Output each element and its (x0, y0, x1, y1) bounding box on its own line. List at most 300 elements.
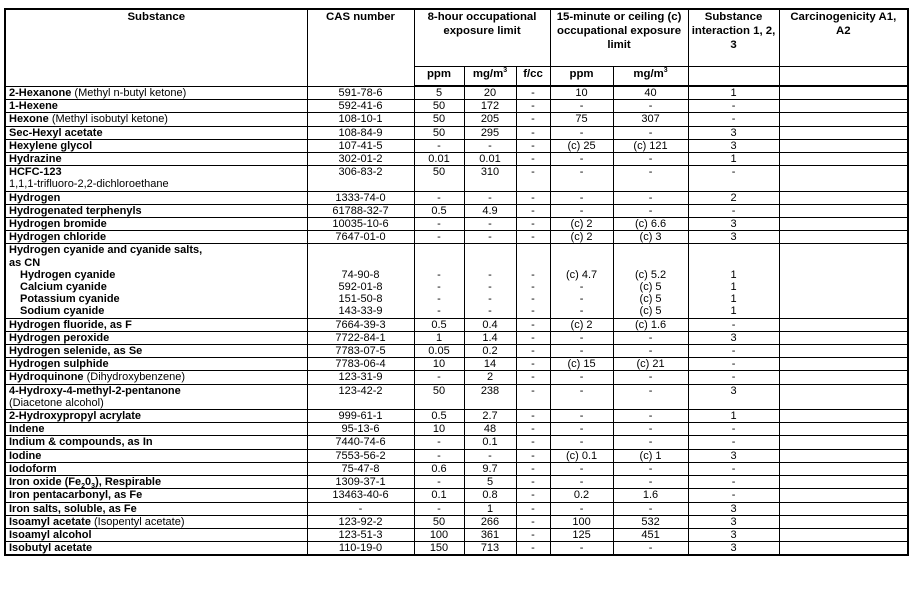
substance-name: 2-Hydroxypropyl acrylate (9, 410, 142, 423)
cas-cell: 107-41-5 (307, 139, 414, 152)
carcinogenicity-cell (779, 139, 908, 152)
twa-ppm-cell: 50 (414, 384, 464, 409)
header-substance: Substance (5, 9, 307, 86)
stel-ppm-cell: - (550, 204, 613, 217)
interaction-cell: - (688, 345, 779, 358)
carcinogenicity-cell (779, 204, 908, 217)
stel-ppm-cell: - (550, 166, 613, 191)
stel-mg-cell: - (613, 436, 688, 449)
table-row (5, 528, 908, 541)
interaction-cell: 2 (688, 191, 779, 204)
twa-fcc-cell: - (516, 384, 550, 409)
cas-cell: 7722-84-1 (307, 331, 414, 344)
stel-ppm-cell: - (550, 410, 613, 423)
interaction-cell: - (688, 462, 779, 475)
group-item-name: Potassium cyanide (20, 293, 120, 306)
stel-mg-cell: - (613, 153, 688, 166)
stel-mg-cell: (c) 3 (613, 231, 688, 244)
cas-cell: 7783-06-4 (307, 358, 414, 371)
substance-cell (5, 126, 307, 139)
twa-fcc-cell: - (516, 476, 550, 489)
substance-cell (5, 204, 307, 217)
twa-ppm-cell: 0.5 (414, 204, 464, 217)
twa-ppm-cell: 5 (414, 86, 464, 100)
twa-fcc-cell: - (516, 100, 550, 113)
twa-ppm-cell-item: - (437, 268, 441, 281)
twa-fcc-cell: - (516, 542, 550, 556)
interaction-cell: 3 (688, 502, 779, 515)
substance-name: 4-Hydroxy-4-methyl-2-pentanone (9, 384, 181, 397)
table-row (5, 100, 908, 113)
twa-mg-cell: 0.1 (464, 436, 516, 449)
carcinogenicity-cell (779, 100, 908, 113)
twa-ppm-cell: 50 (414, 113, 464, 126)
stel-mg-cell: - (613, 345, 688, 358)
stel-mg-cell-item: (c) 5 (639, 305, 662, 318)
interaction-cell: - (688, 436, 779, 449)
stel-ppm-cell: (c) 15 (550, 358, 613, 371)
twa-fcc-cell: - (516, 371, 550, 384)
twa-ppm-cell: - (414, 218, 464, 231)
substance-name: 1-Hexene (9, 100, 58, 113)
substance-name: Hydrogen peroxide (9, 331, 110, 344)
twa-ppm-cell: 0.5 (414, 410, 464, 423)
twa-mg-cell: 5 (464, 476, 516, 489)
table-row (5, 345, 908, 358)
substance-name: Iron pentacarbonyl, as Fe (9, 489, 143, 502)
twa-ppm-cell-item: - (437, 281, 441, 294)
substance-name: Iron oxide $(Fe_20_3)$, Respirable (9, 476, 162, 491)
substance-cell (5, 515, 307, 528)
substance-name: Isobutyl acetate (9, 542, 93, 555)
carcinogenicity-cell (779, 331, 908, 344)
twa-mg-cell: 2 (464, 371, 516, 384)
cas-cell: 108-84-9 (307, 126, 414, 139)
cas-cell: 306-83-2 (307, 166, 414, 191)
stel-mg-cell: - (613, 204, 688, 217)
table-row (5, 204, 908, 217)
twa-fcc-cell: - (516, 449, 550, 462)
stel-mg-cell: - (613, 423, 688, 436)
stel-ppm-cell: (c) 25 (550, 139, 613, 152)
interaction-cell-item: 1 (730, 281, 737, 294)
carcinogenicity-cell (779, 231, 908, 244)
table-row (5, 113, 908, 126)
twa-ppm-cell: 10 (414, 358, 464, 371)
twa-mg-cell: 205 (464, 113, 516, 126)
substance-name: 2-Hexanone (9, 86, 72, 99)
twa-mg-cell: 172 (464, 100, 516, 113)
substance-name: Isoamyl acetate (9, 515, 91, 528)
twa-fcc-cell-item: - (531, 268, 535, 281)
group-title-2: as CN (9, 256, 41, 269)
carcinogenicity-cell (779, 515, 908, 528)
twa-ppm-cell: 0.05 (414, 345, 464, 358)
substance-alt-name: (Methyl isobutyl ketone) (51, 113, 168, 126)
interaction-cell: 3 (688, 218, 779, 231)
cas-cell-item: 74-90-8 (341, 268, 380, 281)
table-row (5, 153, 908, 166)
table-row (5, 502, 908, 515)
twa-mg-cell: - (464, 231, 516, 244)
stel-mg-cell: - (613, 462, 688, 475)
twa-ppm-cell: - (414, 502, 464, 515)
header-twa-fcc: f/cc (516, 67, 550, 87)
substance-cell (5, 113, 307, 126)
stel-mg-cell (613, 244, 688, 318)
substance-name: Indium & compounds, as In (9, 436, 153, 449)
stel-mg-cell: - (613, 166, 688, 191)
twa-mg-cell: 2.7 (464, 410, 516, 423)
substance-cell (5, 166, 307, 191)
interaction-cell: - (688, 358, 779, 371)
twa-mg-cell: 238 (464, 384, 516, 409)
twa-fcc-cell: - (516, 218, 550, 231)
stel-mg-cell-item: (c) 5.2 (634, 268, 667, 281)
stel-mg-cell: - (613, 126, 688, 139)
twa-mg-cell-item: - (488, 305, 492, 318)
twa-fcc-cell: - (516, 231, 550, 244)
interaction-cell: - (688, 423, 779, 436)
substance-alt-name: (Diacetone alcohol) (9, 396, 104, 409)
carcinogenicity-cell (779, 345, 908, 358)
carcinogenicity-cell (779, 166, 908, 191)
cas-cell-item: 143-33-9 (338, 305, 383, 318)
cas-cell: 123-31-9 (307, 371, 414, 384)
twa-ppm-cell: 10 (414, 423, 464, 436)
twa-mg-cell-item: - (488, 293, 492, 306)
substance-name: Hydrogen selenide, as Se (9, 345, 143, 358)
header-twa-mg: $mg/m^3$ (464, 67, 516, 87)
substance-name: Hydrogen bromide (9, 218, 107, 231)
stel-mg-cell: (c) 121 (613, 139, 688, 152)
interaction-cell: - (688, 318, 779, 331)
interaction-cell: 1 (688, 86, 779, 100)
carcinogenicity-cell (779, 423, 908, 436)
carcinogenicity-cell (779, 86, 908, 100)
table-row (5, 384, 908, 409)
carcinogenicity-cell (779, 244, 908, 318)
substance-name: Hydrogen sulphide (9, 358, 109, 371)
substance-cell (5, 86, 307, 100)
cas-cell-item: 151-50-8 (338, 293, 383, 306)
table-row (5, 410, 908, 423)
substance-cell (5, 502, 307, 515)
cas-cell: 999-61-1 (307, 410, 414, 423)
substance-cell (5, 231, 307, 244)
table-row (5, 86, 908, 100)
twa-mg-cell (464, 244, 516, 318)
carcinogenicity-cell (779, 528, 908, 541)
stel-mg-cell: - (613, 384, 688, 409)
cas-cell: 302-01-2 (307, 153, 414, 166)
substance-name: Iodoform (9, 462, 57, 475)
twa-mg-cell: 266 (464, 515, 516, 528)
cas-cell: 7440-74-6 (307, 436, 414, 449)
twa-fcc-cell: - (516, 345, 550, 358)
interaction-cell: - (688, 476, 779, 489)
interaction-cell-item: 1 (730, 268, 737, 281)
twa-ppm-cell: - (414, 371, 464, 384)
table-row (5, 126, 908, 139)
carcinogenicity-cell (779, 384, 908, 409)
cas-cell: 591-78-6 (307, 86, 414, 100)
stel-ppm-cell: - (550, 542, 613, 556)
cas-cell: 592-41-6 (307, 100, 414, 113)
interaction-cell: 1 (688, 410, 779, 423)
cas-cell: - (307, 502, 414, 515)
interaction-cell: - (688, 204, 779, 217)
twa-fcc-cell: - (516, 502, 550, 515)
group-item-name: Sodium cyanide (20, 305, 105, 318)
stel-ppm-cell: - (550, 153, 613, 166)
stel-ppm-cell: - (550, 371, 613, 384)
carcinogenicity-cell (779, 371, 908, 384)
cas-cell: 1309-37-1 (307, 476, 414, 489)
twa-fcc-cell: - (516, 153, 550, 166)
interaction-cell: - (688, 371, 779, 384)
table-row (5, 166, 908, 191)
carcinogenicity-cell (779, 113, 908, 126)
table-row (5, 449, 908, 462)
interaction-cell: - (688, 113, 779, 126)
twa-ppm-cell: 50 (414, 515, 464, 528)
table-row (5, 436, 908, 449)
table-row (5, 489, 908, 502)
twa-fcc-cell: - (516, 204, 550, 217)
group-item-name: Calcium cyanide (20, 281, 107, 294)
stel-ppm-cell: - (550, 462, 613, 475)
stel-mg-cell: 451 (613, 528, 688, 541)
interaction-cell: - (688, 489, 779, 502)
twa-mg-cell: 48 (464, 423, 516, 436)
table-row (5, 423, 908, 436)
header-twa: 8-hour occupational exposure limit (414, 9, 550, 67)
stel-mg-cell: 1.6 (613, 489, 688, 502)
twa-mg-cell: - (464, 139, 516, 152)
cas-cell: 75-47-8 (307, 462, 414, 475)
twa-fcc-cell-item: - (531, 305, 535, 318)
stel-mg-cell: - (613, 502, 688, 515)
twa-ppm-cell: 50 (414, 100, 464, 113)
stel-ppm-cell: 0.2 (550, 489, 613, 502)
substance-alt-name: (Methyl n-butyl ketone) (74, 86, 187, 99)
twa-ppm-cell: - (414, 476, 464, 489)
twa-fcc-cell-item: - (531, 293, 535, 306)
substance-name: Hydrogen fluoride, as F (9, 318, 132, 331)
stel-ppm-cell: - (550, 345, 613, 358)
table-row (5, 358, 908, 371)
twa-mg-cell: 1.4 (464, 331, 516, 344)
substance-cell (5, 218, 307, 231)
interaction-cell: 3 (688, 331, 779, 344)
carcinogenicity-cell (779, 126, 908, 139)
interaction-cell: 3 (688, 528, 779, 541)
interaction-cell (688, 244, 779, 318)
carcinogenicity-cell (779, 489, 908, 502)
twa-fcc-cell: - (516, 191, 550, 204)
twa-mg-cell: 295 (464, 126, 516, 139)
substance-name: Hydrogenated terphenyls (9, 204, 142, 217)
twa-mg-cell: - (464, 449, 516, 462)
twa-fcc-cell: - (516, 86, 550, 100)
substance-cell (5, 153, 307, 166)
stel-mg-cell: - (613, 100, 688, 113)
substance-cell (5, 139, 307, 152)
stel-mg-cell: - (613, 331, 688, 344)
interaction-cell: 3 (688, 542, 779, 556)
header-stel-ppm: ppm (550, 67, 613, 87)
twa-ppm-cell: 150 (414, 542, 464, 556)
table-row (5, 318, 908, 331)
substance-name: Indene (9, 423, 45, 436)
header-row-main (5, 9, 908, 67)
stel-ppm-cell: (c) 0.1 (550, 449, 613, 462)
stel-mg-cell-item: (c) 5 (639, 281, 662, 294)
stel-ppm-cell: 75 (550, 113, 613, 126)
stel-ppm-cell: - (550, 423, 613, 436)
interaction-cell-item: 1 (730, 305, 737, 318)
table-row (5, 371, 908, 384)
carcinogenicity-cell (779, 542, 908, 556)
interaction-cell: 3 (688, 139, 779, 152)
twa-fcc-cell (516, 244, 550, 318)
substance-name: HCFC-123 (9, 166, 62, 179)
twa-mg-cell-item: - (488, 268, 492, 281)
twa-fcc-cell: - (516, 358, 550, 371)
substance-cell (5, 384, 307, 409)
substance-alt-name: 1,1,1-trifluoro-2,2-dichloroethane (9, 178, 169, 191)
cas-cell: 108-10-1 (307, 113, 414, 126)
table-row (5, 231, 908, 244)
stel-mg-cell: (c) 1.6 (613, 318, 688, 331)
substance-cell (5, 318, 307, 331)
twa-ppm-cell: - (414, 449, 464, 462)
substance-cell (5, 358, 307, 371)
stel-mg-cell-item: (c) 5 (639, 293, 662, 306)
substance-cell (5, 423, 307, 436)
twa-ppm-cell: - (414, 139, 464, 152)
substance-cell (5, 528, 307, 541)
interaction-cell: 1 (688, 153, 779, 166)
substance-cell (5, 371, 307, 384)
cas-cell (307, 244, 414, 318)
stel-mg-cell: 532 (613, 515, 688, 528)
twa-ppm-cell: - (414, 191, 464, 204)
carcinogenicity-cell (779, 449, 908, 462)
substance-name: Sec-Hexyl acetate (9, 126, 103, 139)
twa-ppm-cell: 0.6 (414, 462, 464, 475)
substance-alt-name: (Dihydroxybenzene) (86, 371, 186, 384)
cas-cell: 61788-32-7 (307, 204, 414, 217)
twa-mg-cell: 20 (464, 86, 516, 100)
twa-ppm-cell-item: - (437, 305, 441, 318)
group-title: Hydrogen cyanide and cyanide salts, (9, 244, 203, 257)
stel-mg-cell: - (613, 371, 688, 384)
twa-ppm-cell (414, 244, 464, 318)
twa-ppm-cell: 100 (414, 528, 464, 541)
header-cas: CAS number (307, 9, 414, 86)
twa-fcc-cell: - (516, 139, 550, 152)
twa-fcc-cell-item: - (531, 281, 535, 294)
group-item-name: Hydrogen cyanide (20, 268, 116, 281)
substance-name: Iron salts, soluble, as Fe (9, 502, 137, 515)
twa-mg-cell: 9.7 (464, 462, 516, 475)
twa-fcc-cell: - (516, 113, 550, 126)
interaction-cell: 3 (688, 126, 779, 139)
substance-alt-name: (Isopentyl acetate) (94, 515, 185, 528)
header-twa-ppm: ppm (414, 67, 464, 87)
carcinogenicity-cell (779, 476, 908, 489)
interaction-cell-item: 1 (730, 293, 737, 306)
cas-cell: 7664-39-3 (307, 318, 414, 331)
carcinogenicity-cell (779, 436, 908, 449)
stel-mg-cell: (c) 21 (613, 358, 688, 371)
header-carcinogenicity: Carcinogenicity A1, A2 (779, 9, 908, 67)
twa-mg-cell: 310 (464, 166, 516, 191)
twa-fcc-cell: - (516, 489, 550, 502)
twa-fcc-cell: - (516, 126, 550, 139)
substance-name: Hexylene glycol (9, 139, 93, 152)
stel-ppm-cell: - (550, 191, 613, 204)
interaction-cell: 3 (688, 231, 779, 244)
twa-mg-cell: - (464, 191, 516, 204)
header-interaction: Substance interaction 1, 2, 3 (688, 9, 779, 67)
twa-ppm-cell: 1 (414, 331, 464, 344)
cas-cell: 7553-56-2 (307, 449, 414, 462)
cas-cell: 123-42-2 (307, 384, 414, 409)
stel-ppm-cell: 125 (550, 528, 613, 541)
cas-cell: 10035-10-6 (307, 218, 414, 231)
header-stel: 15-minute or ceiling (c) occupational exposure limit (550, 9, 688, 67)
header-stel-mg: $mg/m^3$ (613, 67, 688, 87)
twa-mg-cell-item: - (488, 281, 492, 294)
twa-mg-cell: - (464, 218, 516, 231)
substance-cell (5, 100, 307, 113)
table-body (5, 86, 908, 555)
twa-mg-cell: 4.9 (464, 204, 516, 217)
carcinogenicity-cell (779, 318, 908, 331)
stel-ppm-cell: - (550, 126, 613, 139)
stel-ppm-cell: (c) 2 (550, 231, 613, 244)
twa-ppm-cell: - (414, 436, 464, 449)
twa-mg-cell: 361 (464, 528, 516, 541)
carcinogenicity-cell (779, 191, 908, 204)
twa-fcc-cell: - (516, 423, 550, 436)
twa-fcc-cell: - (516, 436, 550, 449)
twa-mg-cell: 713 (464, 542, 516, 556)
stel-mg-cell: (c) 6.6 (613, 218, 688, 231)
cas-cell-item: 592-01-8 (338, 281, 383, 294)
cas-cell: 7783-07-5 (307, 345, 414, 358)
table-row (5, 542, 908, 556)
cas-cell: 7647-01-0 (307, 231, 414, 244)
substance-cell (5, 476, 307, 489)
substance-cell (5, 410, 307, 423)
twa-ppm-cell-item: - (437, 293, 441, 306)
stel-mg-cell: - (613, 542, 688, 556)
substance-name: Hydrazine (9, 153, 62, 166)
stel-ppm-cell-item: - (579, 305, 584, 318)
substance-cell (5, 436, 307, 449)
stel-mg-cell: - (613, 476, 688, 489)
substance-cell (5, 489, 307, 502)
interaction-cell: 3 (688, 449, 779, 462)
twa-fcc-cell: - (516, 462, 550, 475)
twa-fcc-cell: - (516, 410, 550, 423)
carcinogenicity-cell (779, 358, 908, 371)
substance-name: Isoamyl alcohol (9, 528, 92, 541)
